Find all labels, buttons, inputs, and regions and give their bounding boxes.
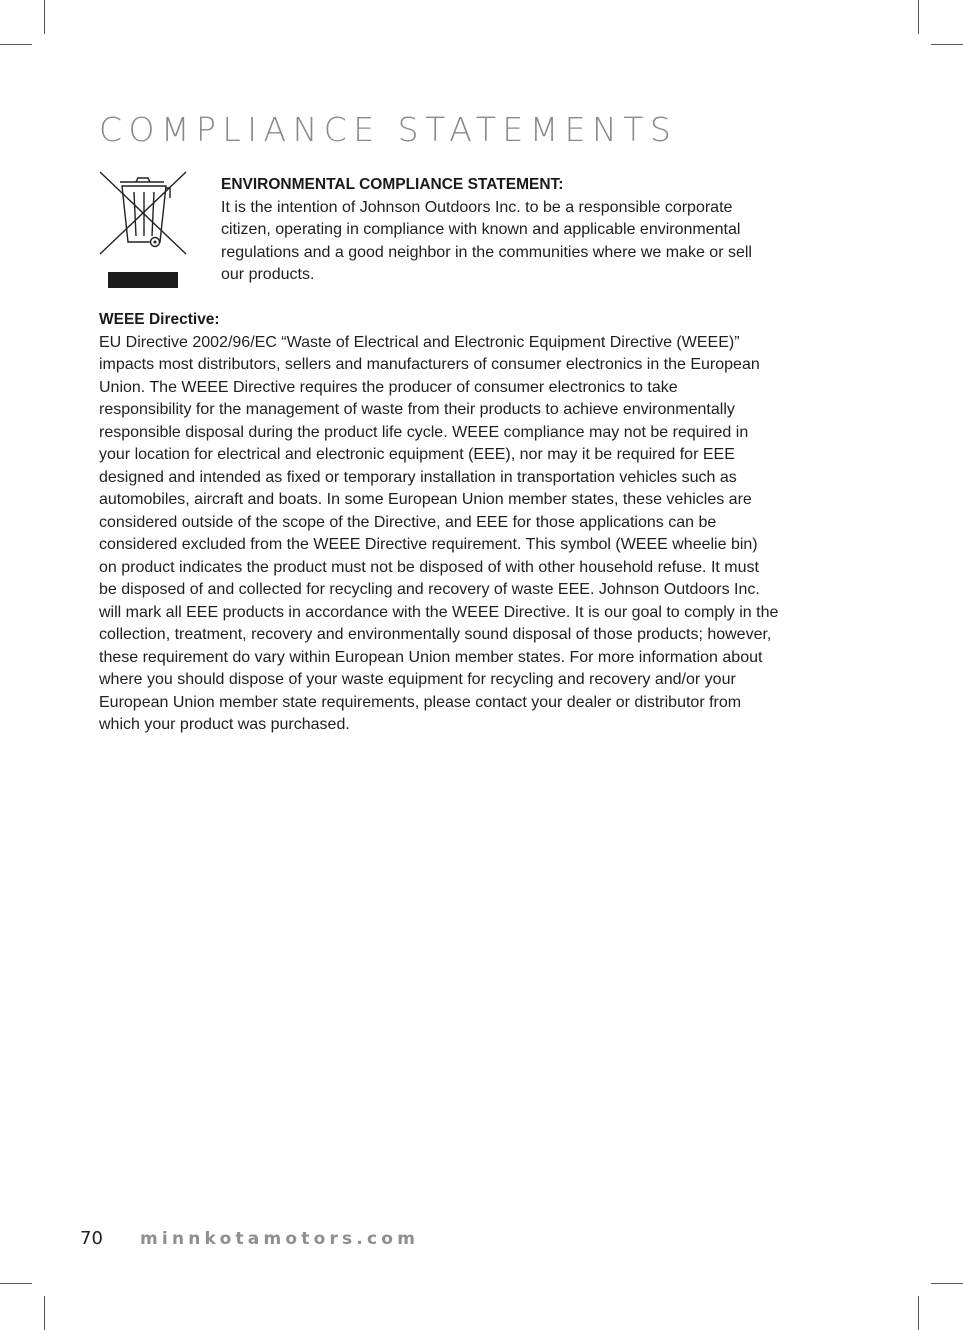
text-line: EU Directive 2002/96/EC “Waste of Electrical and Electronic Equipment Directive (WEEE)” <box>99 333 740 351</box>
page-footer <box>80 1228 419 1254</box>
text-line: automobiles, aircraft and boats. In some European Union member states, these vehicles are <box>99 491 752 508</box>
crossed-out-wheelie-bin-icon <box>98 170 188 290</box>
crop-mark <box>0 44 32 45</box>
page-number: 70 <box>80 1228 103 1249</box>
text-line: considered outside of the scope of the Directive, and EEE for those applications can be <box>99 513 717 531</box>
text-line: citizen, operating in compliance with known and applicable environmental <box>221 221 741 238</box>
environmental-body <box>221 197 821 287</box>
weee-body <box>99 332 819 737</box>
text-line: be disposed of and collected for recycling and recovery of waste EEE. Johnson Outdoors Inc. <box>99 581 760 598</box>
weee-heading: WEEE Directive: <box>99 311 220 328</box>
environmental-compliance-section <box>221 174 821 287</box>
crop-mark <box>931 1283 963 1284</box>
text-line: European Union member state requirements, please contact your dealer or distributor from <box>99 693 742 711</box>
text-line: designed and intended as fixed or temporary installation in transportation vehicles such as <box>99 468 737 486</box>
text-line: these requirement do vary within European Union member states. For more information about <box>99 648 763 666</box>
text-line: considered excluded from the WEEE Directive requirement. This symbol (WEEE wheelie bin) <box>99 536 758 553</box>
crop-mark <box>931 44 963 45</box>
text-line: your location for electrical and electronic equipment (EEE), nor may it be required for EEE <box>99 446 735 463</box>
page-title: COMPLIANCE STATEMENTS <box>99 110 678 149</box>
environmental-heading: ENVIRONMENTAL COMPLIANCE STATEMENT: <box>221 176 564 193</box>
crop-mark <box>44 0 45 34</box>
text-line: will mark all EEE products in accordance with the WEEE Directive. It is our goal to comply in the <box>99 603 779 621</box>
text-line: responsibility for the management of waste from their products to achieve environmentally <box>99 401 735 418</box>
crop-mark <box>918 0 919 34</box>
text-line: responsible disposal during the product life cycle. WEEE compliance may not be required in <box>99 423 749 441</box>
crop-mark <box>918 1296 919 1330</box>
text-line: on product indicates the product must not be disposed of with other household refuse. It must <box>99 558 759 576</box>
text-line: impacts most distributors, sellers and manufacturers of consumer electronics in the European <box>99 356 760 373</box>
text-line: Union. The WEEE Directive requires the producer of consumer electronics to take <box>99 378 678 396</box>
text-line: where you should dispose of your waste equipment for recycling and recovery and/or your <box>99 671 736 688</box>
text-line: which your product was purchased. <box>99 716 350 733</box>
text-line: collection, treatment, recovery and environmentally sound disposal of those products; however, <box>99 626 772 643</box>
text-line: It is the intention of Johnson Outdoors Inc. to be a responsible corporate <box>221 198 733 216</box>
weee-directive-section <box>99 309 819 737</box>
website-url: minnkotamotors.com <box>140 1228 420 1249</box>
crop-mark <box>0 1283 32 1284</box>
text-line: regulations and a good neighbor in the communities where we make or sell <box>221 243 752 261</box>
text-line: our products. <box>221 266 315 283</box>
crop-mark <box>44 1296 45 1330</box>
